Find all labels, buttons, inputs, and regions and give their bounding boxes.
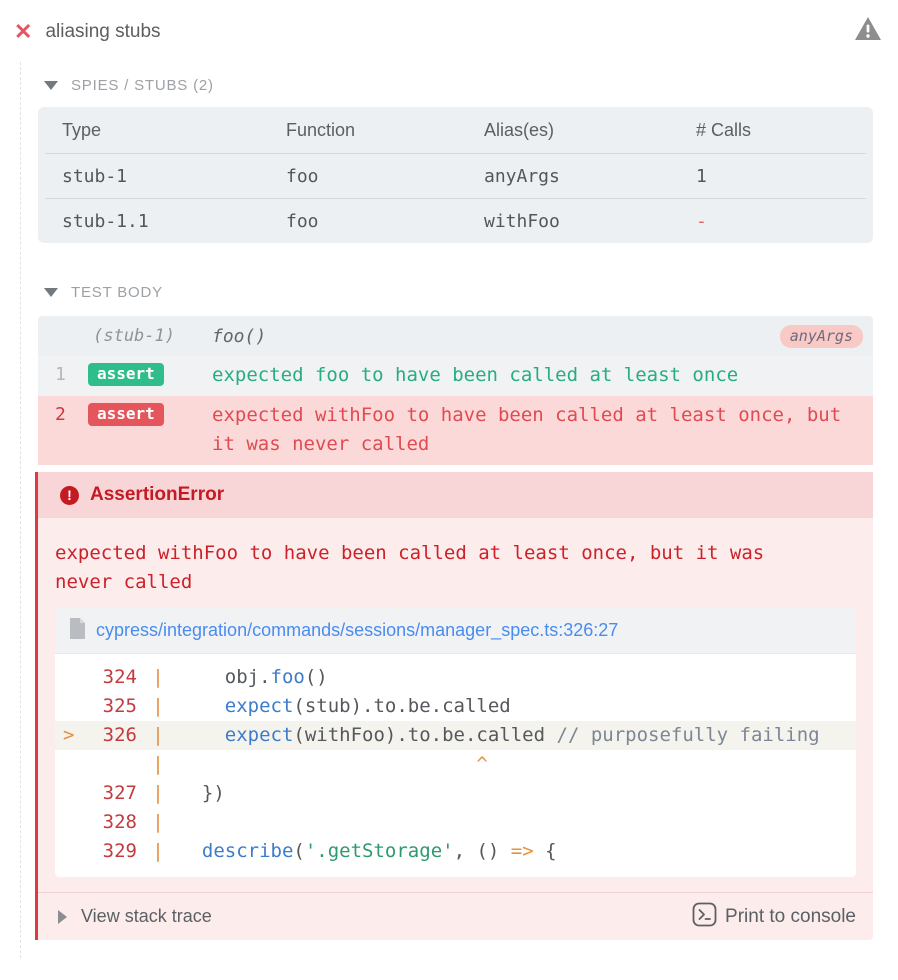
cell-type: stub-1 (62, 165, 128, 187)
spies-stubs-toggle[interactable] (44, 77, 873, 94)
code-line: 325 | expect(stub).to.be.called (102, 695, 511, 717)
print-to-console-label: Print to console (725, 905, 856, 927)
col-calls: # Calls (696, 119, 752, 140)
code-line: 328 | (102, 811, 164, 833)
command-row-assert-failed[interactable] (38, 396, 873, 465)
spies-stubs-label: SPIES / STUBS (2) (71, 77, 214, 94)
test-body-label: TEST BODY (71, 284, 163, 301)
view-stack-trace-toggle[interactable]: View stack trace (81, 906, 212, 926)
chevron-down-icon (44, 288, 58, 297)
error-footer (38, 892, 873, 940)
cell-calls: - (696, 210, 707, 232)
code-line: > 326 | expect(withFoo).to.be.called // purposefully failing (55, 721, 856, 750)
assertion-error-block (35, 472, 873, 940)
cell-function: foo (286, 165, 319, 187)
cell-aliases: withFoo (484, 210, 560, 232)
table-row (38, 154, 873, 198)
command-number: 2 (55, 404, 66, 425)
code-line: 327 | }) (102, 782, 225, 804)
cell-calls: 1 (696, 165, 707, 187)
table-header-row (38, 107, 873, 153)
error-exclamation-icon: ! (60, 486, 79, 505)
code-line: | ^ (152, 753, 488, 775)
assert-badge: assert (88, 403, 164, 426)
chevron-right-icon (58, 910, 67, 924)
command-group-header[interactable] (38, 316, 873, 356)
col-aliases: Alias(es) (484, 119, 555, 140)
warning-triangle-icon (854, 16, 882, 47)
code-line: 329 | describe('.getStorage', () => { (102, 840, 557, 862)
spies-stubs-table (38, 107, 873, 243)
code-frame (55, 608, 856, 877)
stub-method: foo() (212, 325, 267, 347)
error-name: AssertionError (90, 484, 225, 505)
code-frame-header (55, 608, 856, 654)
command-number: 1 (55, 364, 66, 385)
test-body-toggle[interactable] (44, 284, 873, 301)
test-title: aliasing stubs (45, 20, 161, 42)
attempt-left-line (20, 62, 21, 958)
cell-function: foo (286, 210, 319, 232)
assert-message: expected foo to have been called at least once (212, 364, 739, 386)
failed-x-icon: ✕ (14, 18, 33, 44)
command-log (38, 316, 873, 465)
code-line: 324 | obj.foo() (102, 666, 328, 688)
test-header[interactable] (0, 0, 898, 57)
table-row (38, 199, 873, 243)
assert-message: expected withFoo to have been called at least once, but it was never called (212, 404, 842, 455)
print-to-console-button[interactable] (692, 902, 856, 932)
cell-aliases: anyArgs (484, 165, 560, 187)
stub-alias-ref: (stub-1) (93, 326, 175, 346)
file-icon (69, 618, 86, 644)
assert-badge: assert (88, 363, 164, 386)
error-message: expected withFoo to have been called at least once, but it was never called (55, 542, 765, 593)
col-function: Function (286, 119, 356, 140)
error-header (38, 472, 873, 518)
terminal-icon (692, 902, 717, 932)
code-area (55, 654, 856, 877)
chevron-down-icon (44, 81, 58, 90)
error-file-link[interactable]: cypress/integration/commands/sessions/manager_spec.ts:326:27 (96, 620, 619, 640)
alias-badge: anyArgs (780, 325, 863, 348)
command-row-assert-passed[interactable] (38, 356, 873, 396)
cell-type: stub-1.1 (62, 210, 149, 232)
col-type: Type (62, 119, 102, 140)
